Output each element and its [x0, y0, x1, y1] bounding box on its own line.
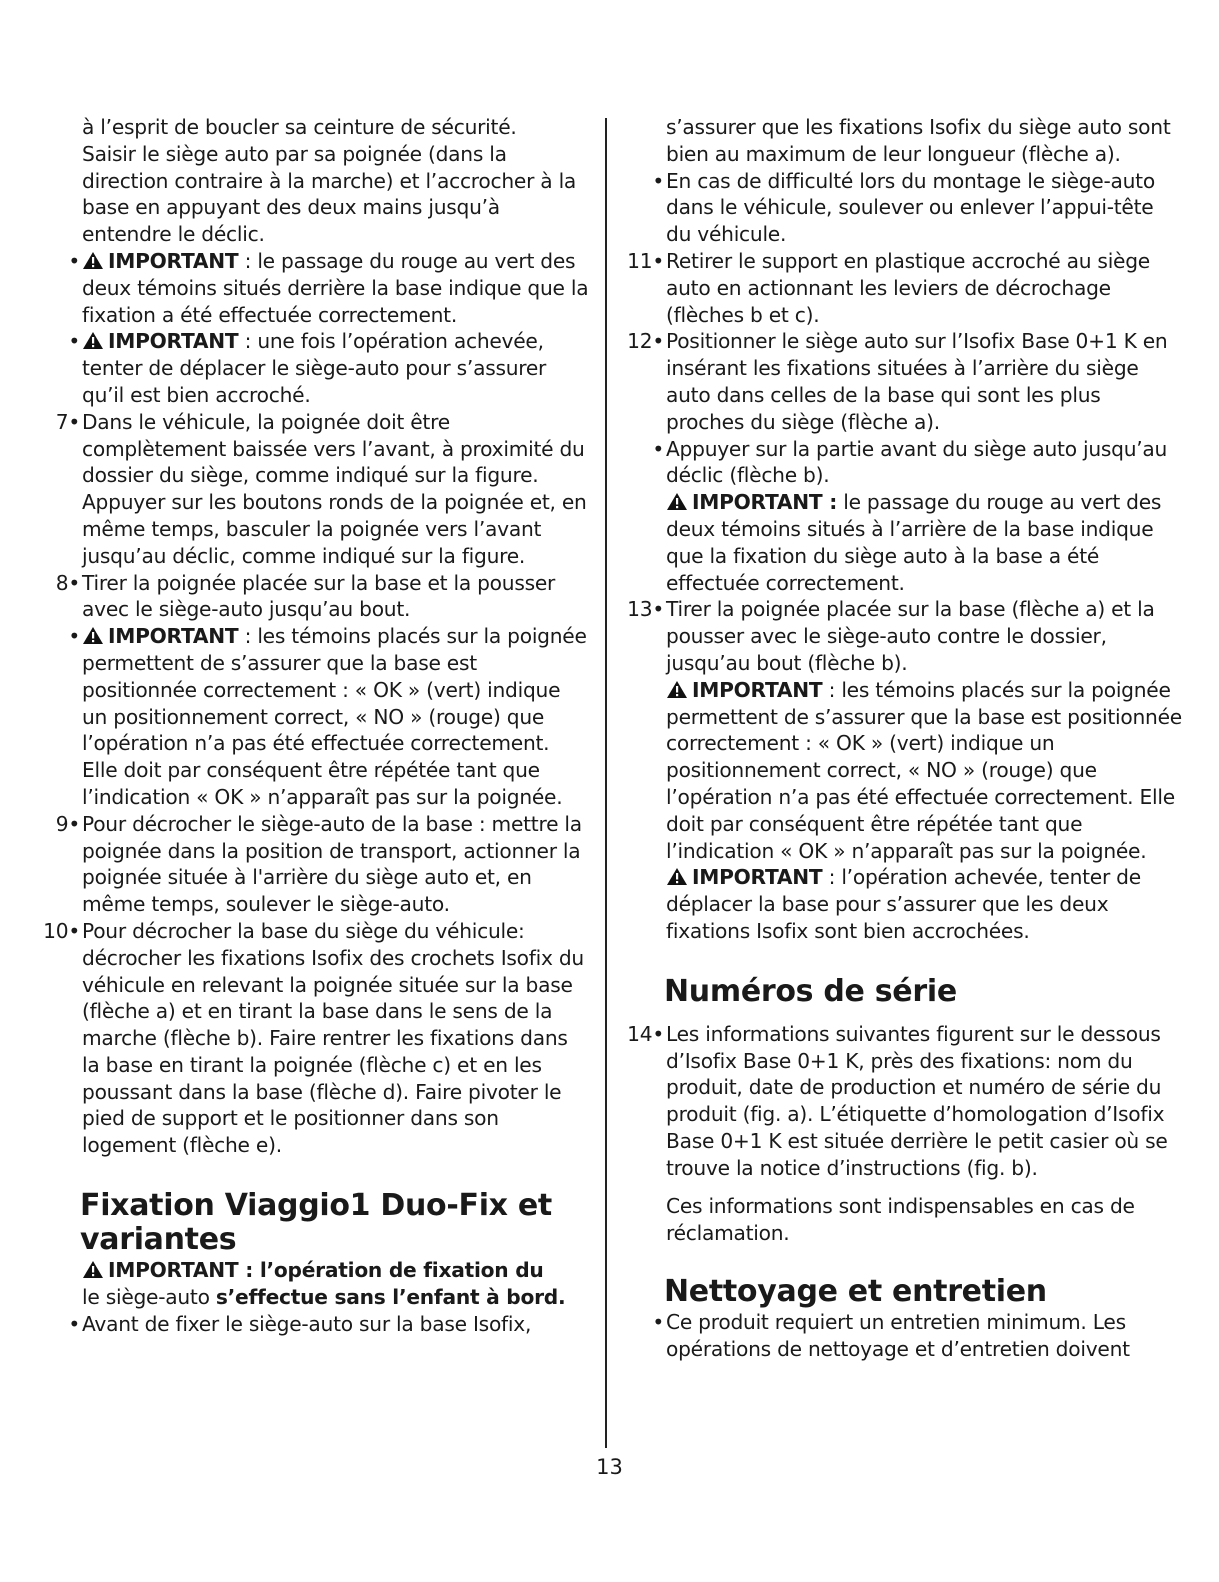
- step-text: Les informations suivantes figurent sur le dessous d’Isofix Base 0+1 K, près des fixations: nom du produit, date de production et numéro de série du produit (fig. a). L’étiquette d’homologation d’Isofix Base 0+1 K est située derrière le petit casier où se trouve la notice d’instructions (fig. b).: [666, 1021, 1168, 1180]
- step-text: Positionner le siège auto sur l’Isofix Base 0+1 K en insérant les fixations situées à l’arrière du siège auto dans celles de la base qui sont les plus proches du siège (flèche a).: [666, 329, 1168, 434]
- intro-line-1: à l’esprit de boucler sa ceinture de sécurité.: [82, 115, 517, 139]
- bullet-marker: •: [652, 1021, 664, 1046]
- step-text: Tirer la poignée placée sur la base et la pousser avec le siège-auto jusqu’au bout.: [82, 570, 556, 622]
- important-label: IMPORTANT :: [692, 490, 838, 515]
- important-text: : les témoins placés sur la poignée permettent de s’assurer que la base est positionnée correctement : « OK » (vert) indique un positionnement correct, « NO » (rouge) que l’opération n’a pas été effectuée correctement. Elle doit par conséquent être répétée tant que l’indication « OK » n’apparaît pas sur la poignée.: [666, 677, 1182, 863]
- warning-triangle-icon: [666, 492, 688, 511]
- step-8: [38, 570, 590, 624]
- left-column: [38, 114, 590, 1337]
- important-a: [622, 489, 1182, 596]
- bullet-cleaning: [622, 1309, 1182, 1363]
- bullet-marker: •: [652, 1310, 664, 1335]
- bullet-marker: •: [652, 436, 664, 461]
- step-11: [622, 248, 1182, 328]
- bullet-important-3: [38, 623, 590, 811]
- step-number: 9: [55, 811, 69, 836]
- bullet-text: En cas de difficulté lors du montage le siège-auto dans le véhicule, soulever ou enlever l’appui-tête du véhicule.: [666, 168, 1155, 247]
- important-bold-end: s’effectue sans l’enfant à bord.: [215, 1284, 566, 1309]
- right-column: [622, 114, 1182, 1363]
- warning-triangle-icon: [666, 867, 688, 886]
- bullet-marker: •: [68, 918, 80, 943]
- bullet-marker: •: [652, 248, 664, 273]
- step-text: Tirer la poignée placée sur la base (flèche a) et la pousser avec le siège-auto contre le dossier, jusqu’au bout (flèche b).: [666, 597, 1155, 675]
- step-7: [38, 409, 590, 570]
- bullet-text: : les témoins placés sur la poignée permettent de s’assurer que la base est positionnée correctement : « OK » (vert) indique un positionnement correct, « NO » (rouge) que l’opération n’a pas été effectuée correctement. Elle doit par conséquent être répétée tant que l’indication « OK » n’apparaît pas sur la poignée.: [82, 624, 587, 809]
- bullet-marker: •: [68, 624, 80, 649]
- step-number: 14: [627, 1021, 653, 1046]
- bullet-text: : une fois l’opération achevée, tenter de déplacer le siège-auto pour s’assurer qu’il est bien accroché.: [82, 329, 547, 407]
- bullet-text: : le passage du rouge au vert des deux témoins situés derrière la base indique que la fixation a été effectuée correctement.: [82, 248, 589, 327]
- bullet-marker: •: [652, 168, 664, 193]
- step-number: 8: [55, 570, 69, 595]
- step-9: [38, 811, 590, 918]
- step-12: [622, 328, 1182, 435]
- warning-triangle-icon: [666, 680, 688, 699]
- important-label: IMPORTANT: [692, 677, 823, 702]
- important-normal-text: le siège-auto: [82, 1284, 216, 1309]
- bullet-marker: •: [68, 248, 80, 273]
- important-text: le passage du rouge au vert des deux témoins situés à l’arrière de la base indique que la fixation du siège auto à la base a été effectuée correctement.: [666, 490, 1162, 595]
- bullet-text: Ce produit requiert un entretien minimum. Les opérations de nettoyage et d’entretien doivent: [666, 1310, 1130, 1361]
- bullet-text: Avant de fixer le siège-auto sur la base Isofix,: [82, 1311, 532, 1336]
- bullet-press: [622, 436, 1182, 490]
- column-divider: [605, 118, 607, 1448]
- step-marker: [38, 918, 80, 945]
- page-number: 13: [596, 1455, 623, 1479]
- section-title-serial: Numéros de série: [664, 973, 957, 1009]
- bullet-marker: •: [652, 329, 664, 354]
- warning-triangle-icon: [82, 331, 104, 350]
- important-label: IMPORTANT: [108, 329, 239, 354]
- step-number: 12: [627, 329, 653, 354]
- bullet-marker: •: [68, 409, 80, 434]
- bullet-important-1: [38, 248, 590, 328]
- step-marker: [38, 409, 80, 436]
- important-text: : l’opération achevée, tenter de déplacer la base pour s’assurer que les deux fixations Isofix sont bien accrochées.: [666, 865, 1141, 943]
- step-10: [38, 918, 590, 1159]
- step-number: 11: [627, 248, 653, 273]
- important-bold-text: IMPORTANT : l’opération de fixation du: [108, 1258, 544, 1283]
- step-marker: [38, 570, 80, 597]
- warning-triangle-icon: [82, 626, 104, 645]
- bullet-marker: •: [68, 570, 80, 595]
- bullet-marker: •: [68, 1311, 80, 1336]
- step-text: Retirer le support en plastique accroché au siège auto en actionnant les leviers de décrochage (flèches b et c).: [666, 248, 1150, 327]
- intro-paragraph: Saisir le siège auto par sa poignée (dans la direction contraire à la marche) et l’accrocher à la base en appuyant des deux mains jusqu’à entendre le déclic.: [82, 141, 577, 247]
- bullet-important-2: [38, 328, 590, 408]
- step-14: [622, 1021, 1182, 1182]
- step-number: 13: [627, 597, 653, 622]
- step-marker: [622, 248, 664, 275]
- bullet-marker: •: [652, 597, 664, 622]
- warning-triangle-icon: [82, 251, 104, 270]
- continued-text: s’assurer que les fixations Isofix du siège auto sont bien au maximum de leur longueur (flèche a).: [666, 115, 1171, 166]
- step-marker: [38, 811, 80, 838]
- step-number: 10: [43, 918, 69, 943]
- step-text: Pour décrocher le siège-auto de la base : mettre la poignée dans la position de transport, actionner la poignée située à l'arrière du siège auto et, en même temps, soulever le siège-auto.: [82, 811, 582, 917]
- bullet-text: Appuyer sur la partie avant du siège auto jusqu’au déclic (flèche b).: [666, 436, 1168, 488]
- bullet-difficulty: [622, 168, 1182, 248]
- important-c: [622, 864, 1182, 944]
- important-b: [622, 677, 1182, 865]
- step-marker: [622, 328, 664, 355]
- bullet-marker: •: [68, 811, 80, 836]
- warning-triangle-icon: [82, 1260, 104, 1279]
- step-13: [622, 596, 1182, 676]
- bullet-marker: •: [68, 329, 80, 354]
- important-label: IMPORTANT: [108, 248, 239, 273]
- section-title-fixation: Fixation Viaggio1 Duo-Fix et variantes: [80, 1188, 552, 1258]
- step-number: 7: [55, 409, 69, 434]
- important-label: IMPORTANT: [692, 865, 823, 890]
- step-marker: [622, 596, 664, 623]
- section-title-cleaning: Nettoyage et entretien: [664, 1274, 1047, 1310]
- step-marker: [622, 1021, 664, 1048]
- important-notice: [38, 1257, 590, 1311]
- serial-note: Ces informations sont indispensables en cas de réclamation.: [666, 1194, 1135, 1246]
- important-label: IMPORTANT: [108, 624, 239, 649]
- step-text: Pour décrocher la base du siège du véhicule: décrocher les fixations Isofix des crochets Isofix du véhicule en relevant la poignée située sur la base (flèche a) et en tirant la base dans le sens de la marche (flèche b). Faire rentrer les fixations dans la base en tirant la poignée (flèche c) et en les poussant dans la base (flèche d). Faire pivoter le pied de support et le positionner dans son logement (flèche e).: [82, 918, 584, 1158]
- bullet-last: [38, 1311, 590, 1338]
- step-text: Dans le véhicule, la poignée doit être complètement baissée vers l’avant, à proximité du dossier du siège, comme indiqué sur la figure. Appuyer sur les boutons ronds de la poignée et, en même temps, basculer la poignée vers l’avant jusqu’au déclic, comme indiqué sur la figure.: [82, 409, 587, 568]
